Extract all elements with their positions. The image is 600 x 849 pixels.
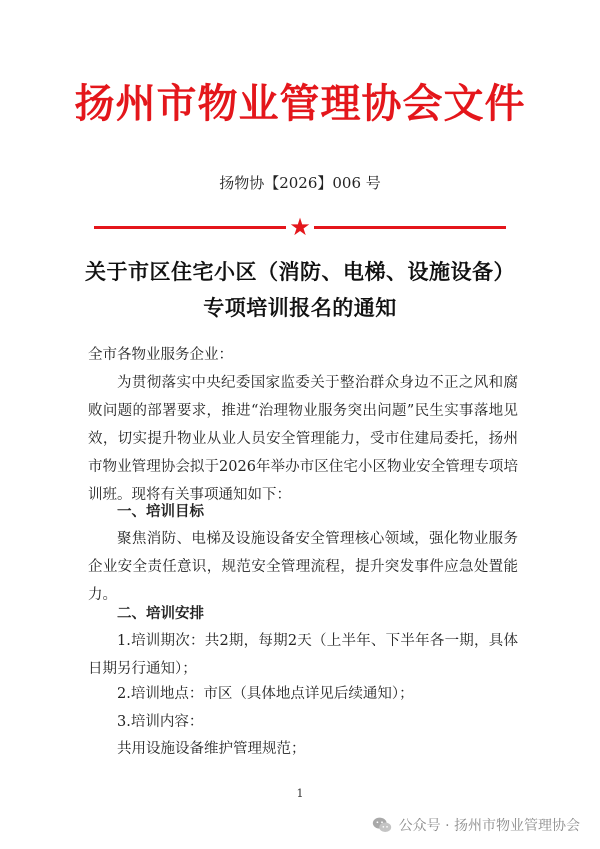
arrangement-item-1: 1.培训期次：共2期，每期2天（上半年、下半年各一期，具体日期另行通知）； (88, 633, 518, 677)
star-icon: ★ (289, 213, 311, 241)
notice-title-line1: 关于市区住宅小区（消防、电梯、设施设备） (85, 259, 515, 284)
arrangement-item-3-content: 共用设施设备维护管理规范； (117, 741, 306, 757)
document-header-title: 扬州市物业管理协会文件 (74, 80, 526, 127)
red-divider-right (314, 226, 506, 229)
salutation: 全市各物业服务企业： (88, 347, 233, 363)
arrangement-item-3: 3.培训内容： (117, 714, 204, 730)
wechat-watermark (371, 814, 580, 836)
section2-heading: 二、培训安排 (117, 605, 204, 622)
notice-title-line2: 专项培训报名的通知 (203, 295, 397, 320)
intro-paragraph: 为贯彻落实中央纪委国家监委关于整治群众身边不正之风和腐败问题的部署要求，推进“治理物业服务突出问题”民生实事落地见效，切实提升物业从业人员安全管理能力，受市住建局委托，扬州市物业管理协会拟于2026年举办市区住宅小区物业安全管理专项培训班。现将有关事项通知如下： (88, 375, 518, 503)
wechat-icon (371, 814, 393, 836)
page-number: 1 (296, 787, 304, 800)
arrangement-item-2: 2.培训地点：市区（具体地点详见后续通知）； (117, 686, 414, 702)
red-divider-left (94, 226, 286, 229)
watermark-text: 公众号 · 扬州市物业管理协会 (398, 818, 580, 834)
section1-paragraph: 聚焦消防、电梯及设施设备安全管理核心领域，强化物业服务企业安全责任意识，规范安全管理流程，提升突发事件应急处置能力。 (88, 531, 518, 603)
document-number: 扬物协【2026】006 号 (219, 174, 381, 192)
section1-heading: 一、培训目标 (117, 503, 204, 520)
